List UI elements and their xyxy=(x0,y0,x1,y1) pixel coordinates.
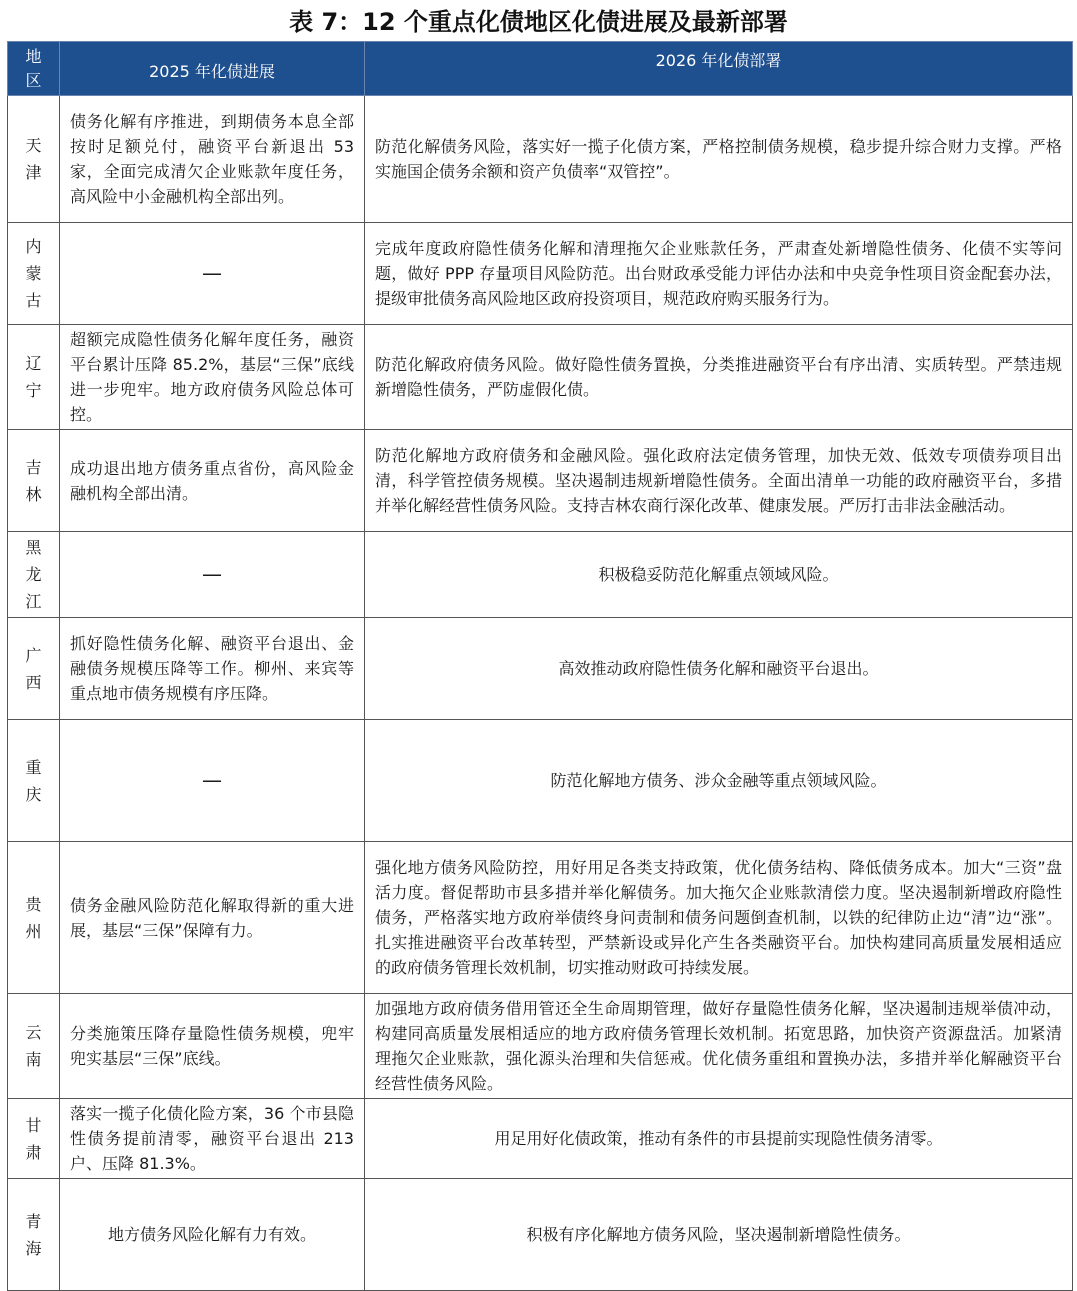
plan-cell: 完成年度政府隐性债务化解和清理拖欠企业账款任务，严肃查处新增隐性债务、化债不实等问题，做好 PPP 存量项目风险防范。出台财政承受能力评估办法和中央竞争性项目资金配套办法，提级审批债务高风险地区政府投资项目，规范政府购买服务行为。 xyxy=(365,223,1073,325)
region-cell: 重庆 xyxy=(8,720,60,842)
region-cell: 天津 xyxy=(8,96,60,223)
progress-cell: 债务金融风险防范化解取得新的重大进展，基层“三保”保障有力。 xyxy=(60,842,365,994)
plan-cell: 积极有序化解地方债务风险，坚决遏制新增隐性债务。 xyxy=(365,1179,1073,1291)
plan-cell: 加强地方政府债务借用管还全生命周期管理，做好存量隐性债务化解，坚决遏制违规举债冲动，构建同高质量发展相适应的地方政府债务管理长效机制。拓宽思路，加快资产资源盘活。加紧清理拖欠企业账款，强化源头治理和失信惩戒。优化债务重组和置换办法，多措并举化解融资平台经营性债务风险。 xyxy=(365,994,1073,1099)
debt-table xyxy=(7,41,1073,1291)
table-row xyxy=(8,430,1073,532)
region-cell: 吉林 xyxy=(8,430,60,532)
table-row xyxy=(8,96,1073,223)
progress-cell: 地方债务风险化解有力有效。 xyxy=(60,1179,365,1291)
region-cell: 甘肃 xyxy=(8,1099,60,1179)
plan-cell: 高效推动政府隐性债务化解和融资平台退出。 xyxy=(365,618,1073,720)
table-row xyxy=(8,532,1073,618)
region-cell: 辽宁 xyxy=(8,325,60,430)
header-region: 地区 xyxy=(8,42,60,96)
plan-cell: 用足用好化债政策，推动有条件的市县提前实现隐性债务清零。 xyxy=(365,1099,1073,1179)
progress-cell: — xyxy=(60,532,365,618)
progress-cell: 分类施策压降存量隐性债务规模，兜牢兜实基层“三保”底线。 xyxy=(60,994,365,1099)
region-cell: 黑龙江 xyxy=(8,532,60,618)
header-progress: 2025 年化债进展 xyxy=(60,42,365,96)
table-row xyxy=(8,1179,1073,1291)
progress-cell: 成功退出地方债务重点省份，高风险金融机构全部出清。 xyxy=(60,430,365,532)
progress-cell: 债务化解有序推进，到期债务本息全部按时足额兑付，融资平台新退出 53 家，全面完成清欠企业账款年度任务，高风险中小金融机构全部出列。 xyxy=(60,96,365,223)
plan-cell: 防范化解债务风险，落实好一揽子化债方案，严格控制债务规模，稳步提升综合财力支撑。严格实施国企债务余额和资产负债率“双管控”。 xyxy=(365,96,1073,223)
plan-cell: 防范化解地方债务、涉众金融等重点领域风险。 xyxy=(365,720,1073,842)
progress-cell: 落实一揽子化债化险方案，36 个市县隐性债务提前清零，融资平台退出 213 户、压降 81.3%。 xyxy=(60,1099,365,1179)
plan-cell: 防范化解政府债务风险。做好隐性债务置换，分类推进融资平台有序出清、实质转型。严禁违规新增隐性债务，严防虚假化债。 xyxy=(365,325,1073,430)
table-row xyxy=(8,618,1073,720)
table-row xyxy=(8,325,1073,430)
progress-cell: — xyxy=(60,720,365,842)
table-title: 表 7：12 个重点化债地区化债进展及最新部署 xyxy=(289,8,788,36)
region-cell: 青海 xyxy=(8,1179,60,1291)
table-row xyxy=(8,720,1073,842)
region-cell: 贵州 xyxy=(8,842,60,994)
plan-cell: 防范化解地方政府债务和金融风险。强化政府法定债务管理，加快无效、低效专项债券项目出清，科学管控债务规模。坚决遏制违规新增隐性债务。全面出清单一功能的政府融资平台，多措并举化解经营性债务风险。支持吉林农商行深化改革、健康发展。严厉打击非法金融活动。 xyxy=(365,430,1073,532)
plan-cell: 强化地方债务风险防控，用好用足各类支持政策，优化债务结构、降低债务成本。加大“三资”盘活力度。督促帮助市县多措并举化解债务。加大拖欠企业账款清偿力度。坚决遏制新增政府隐性债务，严格落实地方政府举债终身问责制和债务问题倒查机制，以铁的纪律防止边“清”边“涨”。扎实推进融资平台改革转型，严禁新设或异化产生各类融资平台。加快构建同高质量发展相适应的政府债务管理长效机制，切实推动财政可持续发展。 xyxy=(365,842,1073,994)
table-row xyxy=(8,1099,1073,1179)
header-plan: 2026 年化债部署 xyxy=(365,42,1073,96)
region-cell: 内蒙古 xyxy=(8,223,60,325)
table-row xyxy=(8,994,1073,1099)
plan-cell: 积极稳妥防范化解重点领域风险。 xyxy=(365,532,1073,618)
table-row xyxy=(8,223,1073,325)
region-cell: 云南 xyxy=(8,994,60,1099)
progress-cell: 抓好隐性债务化解、融资平台退出、金融债务规模压降等工作。柳州、来宾等重点地市债务规模有序压降。 xyxy=(60,618,365,720)
progress-cell: — xyxy=(60,223,365,325)
region-cell: 广西 xyxy=(8,618,60,720)
table-row xyxy=(8,842,1073,994)
progress-cell: 超额完成隐性债务化解年度任务，融资平台累计压降 85.2%，基层“三保”底线进一步兜牢。地方政府债务风险总体可控。 xyxy=(60,325,365,430)
header-row xyxy=(8,42,1073,96)
